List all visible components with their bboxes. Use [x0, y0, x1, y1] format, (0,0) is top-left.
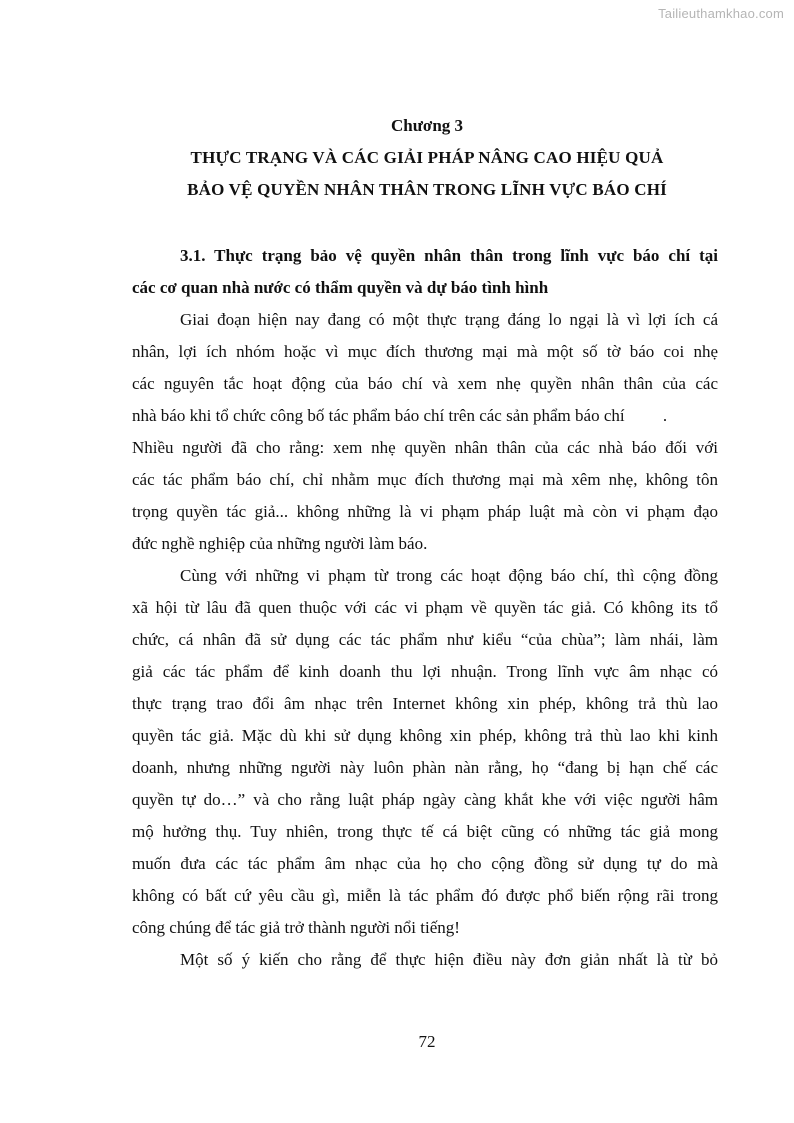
text-line: chức, cá nhân đã sử dụng các tác phẩm như kiểu “của chùa”; làm nhái, làm — [132, 630, 718, 649]
text-line: mộ hưởng thụ. Tuy nhiên, trong thực tế cá biệt cũng có những tác giả mong — [132, 822, 718, 841]
text-line: Nhiều người đã cho rằng: xem nhẹ quyền nhân thân của các nhà báo đối với — [132, 438, 718, 457]
text-line: giả các tác phẩm để kinh doanh thu lợi nhuận. Trong lĩnh vực âm nhạc có — [132, 662, 718, 681]
chapter-title-line-2: BẢO VỆ QUYỀN NHÂN THÂN TRONG LĨNH VỰC BÁO CHÍ — [187, 180, 667, 199]
paragraph-3 — [132, 944, 718, 976]
text-line: doanh, nhưng những người này luôn phàn nàn rằng, họ “đang bị hạn chế các — [132, 758, 718, 777]
section-heading-line-2: các cơ quan nhà nước có thẩm quyền và dự báo tình hình — [132, 278, 549, 297]
paragraph-1 — [132, 304, 718, 560]
text-line: các nguyên tắc hoạt động của báo chí và xem nhẹ quyền nhân thân của các — [132, 374, 718, 393]
text-line: đức nghề nghiệp của những người làm báo. — [132, 534, 428, 553]
text-line: công chúng để tác giả trở thành người nổi tiếng! — [132, 918, 460, 937]
text-line: thực trạng trao đổi âm nhạc trên Internet không xin phép, không trả thù lao — [132, 694, 718, 713]
paragraph-2 — [132, 560, 718, 944]
text-line: không có bất cứ yêu cầu gì, miễn là tác phẩm đó được phổ biến rộng rãi trong — [132, 886, 718, 905]
text-line: Cùng với những vi phạm từ trong các hoạt động báo chí, thì cộng đồng — [180, 566, 718, 585]
text-line: các tác phẩm báo chí, chỉ nhằm mục đích thương mại mà xêm nhẹ, không tôn — [132, 470, 718, 489]
text-line: nhà báo khi tổ chức công bố tác phẩm báo chí trên các sản phẩm báo chí . — [132, 406, 668, 425]
page-number: 72 — [418, 1032, 436, 1051]
chapter-label: Chương 3 — [390, 116, 464, 135]
section-heading-line-1: 3.1. Thực trạng bảo vệ quyền nhân thân trong lĩnh vực báo chí tại — [180, 246, 718, 265]
chapter-title-line-1: THỰC TRẠNG VÀ CÁC GIẢI PHÁP NÂNG CAO HIỆU QUẢ — [190, 148, 664, 167]
text-line: xã hội từ lâu đã quen thuộc với các vi phạm về quyền tác giả. Có không its tổ — [132, 598, 718, 617]
text-line: muốn đưa các tác phẩm âm nhạc của họ cho cộng đồng sử dụng tự do mà — [132, 854, 718, 873]
text-line: trọng quyền tác giả... không những là vi phạm pháp luật mà còn vi phạm đạo — [132, 502, 718, 521]
text-line: Giai đoạn hiện nay đang có một thực trạng đáng lo ngại là vì lợi ích cá — [180, 310, 718, 329]
section-heading — [132, 240, 718, 304]
text-line: quyền tác giả. Mặc dù khi sử dụng không xin phép, không trả thù lao khi kinh — [132, 726, 718, 745]
text-line: quyền tự do…” và cho rằng luật pháp ngày càng khắt khe với việc người hâm — [132, 790, 718, 809]
text-line: nhân, lợi ích nhóm hoặc vì mục đích thương mại mà một số tờ báo coi nhẹ — [132, 342, 718, 361]
watermark: Tailieuthamkhao.com — [658, 6, 784, 21]
text-line: Một số ý kiến cho rằng để thực hiện điều này đơn giản nhất là từ bỏ — [180, 950, 718, 969]
